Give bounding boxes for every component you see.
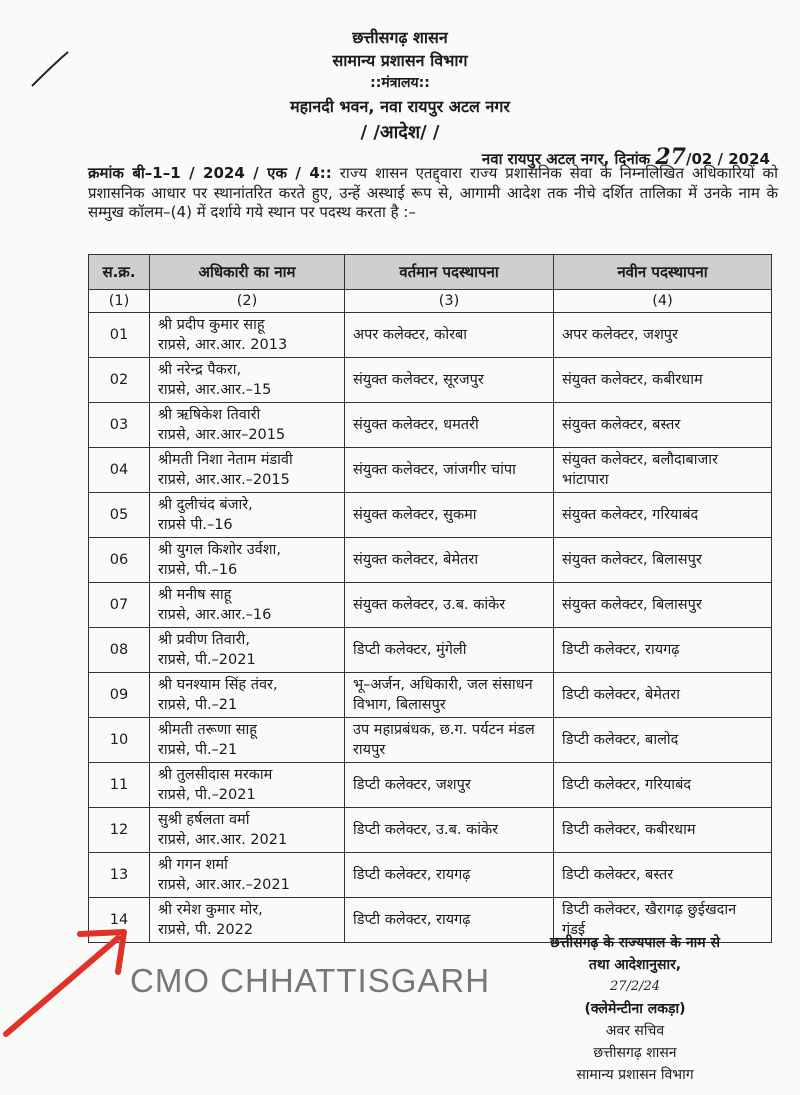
table-row [89, 403, 772, 448]
cell-sno-line: 10 [109, 732, 129, 748]
cell-name [150, 358, 345, 403]
cell-name [150, 763, 345, 808]
cell-name-line: राप्रसे, आर.आर.–2021 [158, 877, 290, 893]
cell-new [554, 493, 772, 538]
cell-new [554, 403, 772, 448]
cell-name-line: राप्रसे, पी.–16 [158, 562, 238, 578]
header-ministry: ::मंत्रालय:: [370, 75, 430, 91]
cell-new-line: डिप्टी कलेक्टर, बालोद [562, 732, 679, 748]
cell-current [345, 448, 554, 493]
order-reference: क्रमांक बी–1–1 / 2024 / एक / 4:: [88, 164, 332, 182]
table-row [89, 673, 772, 718]
cell-new-line: संयुक्त कलेक्टर, बिलासपुर [562, 552, 702, 568]
intro-paragraph [88, 164, 778, 223]
cell-current-line: संयुक्त कलेक्टर, उ.ब. कांकेर [353, 597, 506, 613]
transfer-table [88, 254, 772, 943]
table-row [89, 583, 772, 628]
cell-name-line: राप्रसे, आर.आर. 2021 [158, 832, 288, 848]
cell-sno [89, 358, 150, 403]
date-day: 27 [655, 144, 686, 170]
cell-sno [89, 628, 150, 673]
signature-line1: छत्तीसगढ़ के राज्यपाल के नाम से [550, 935, 720, 951]
cell-new [554, 313, 772, 358]
cell-name [150, 313, 345, 358]
watermark: CMO CHHATTISGARH [130, 962, 491, 999]
table-row [89, 763, 772, 808]
cell-name-line: राप्रसे, पी. 2022 [158, 922, 254, 938]
signatory-name: (क्लेमेन्टीना लकड़ा) [584, 1001, 686, 1017]
cell-current [345, 313, 554, 358]
cell-current-line: संयुक्त कलेक्टर, सूरजपुर [353, 372, 484, 388]
cell-new [554, 718, 772, 763]
table-row [89, 448, 772, 493]
cell-current [345, 493, 554, 538]
cell-sno [89, 538, 150, 583]
cell-sno-line: 09 [109, 687, 129, 703]
cell-name-line: राप्रसे, पी.–21 [158, 742, 238, 758]
intro-text: राज्य शासन एतद्द्वारा राज्य प्रशासनिक सेवा के निम्नलिखित अधिकारियों को प्रशासनिक आधार पर स्थानांतरित करते हुए, उन्हें अस्थाई रूप से, आगामी आदेश तक नीचे दर्शित तालिका में उनके नाम के सम्मुख कॉलम–(4) में दर्शाये गये स्थान पर पदस्थ करता है :– [88, 164, 778, 221]
col-num-2: (2) [150, 290, 345, 313]
cell-current [345, 403, 554, 448]
cell-name-line: श्री गगन शर्मा [158, 857, 228, 873]
cell-new-line: संयुक्त कलेक्टर, बिलासपुर [562, 597, 702, 613]
cell-new-line: डिप्टी कलेक्टर, बस्तर [562, 867, 674, 883]
date-prefix: नवा रायपुर अटल नगर, दिनांक [481, 150, 651, 168]
table-row [89, 313, 772, 358]
cell-sno [89, 673, 150, 718]
cell-name-line: राप्रसे पी.–16 [158, 517, 233, 533]
cell-name-line: श्री ऋषिकेश तिवारी [158, 407, 261, 423]
cell-new-line: डिप्टी कलेक्टर, खैरागढ़ छुईखदान गंडई [562, 902, 737, 938]
table-header-row [89, 255, 772, 290]
cell-sno-line: 02 [109, 372, 129, 388]
cell-sno-line: 01 [109, 327, 129, 343]
order-title: / /आदेश/ / [360, 122, 440, 143]
table-row [89, 853, 772, 898]
cell-sno [89, 763, 150, 808]
cell-sno [89, 853, 150, 898]
cell-sno-line: 03 [109, 417, 129, 433]
cell-sno-line: 05 [109, 507, 129, 523]
cell-sno-line: 13 [109, 867, 129, 883]
cell-new-line: संयुक्त कलेक्टर, कबीरधाम [562, 372, 703, 388]
table-row [89, 628, 772, 673]
cell-current-line: उप महाप्रबंधक, छ.ग. पर्यटन मंडल रायपुर [353, 722, 535, 758]
cell-new-line: डिप्टी कलेक्टर, गरियाबंद [562, 777, 692, 793]
header-new: नवीन पदस्थापना [554, 255, 772, 290]
cell-sno-line: 14 [109, 912, 129, 928]
signature-line2: तथा आदेशानुसार, [588, 957, 682, 973]
cell-current-line: संयुक्त कलेक्टर, धमतरी [353, 417, 479, 433]
table-row [89, 718, 772, 763]
cell-new-line: डिप्टी कलेक्टर, बेमेतरा [562, 687, 680, 703]
cell-new [554, 538, 772, 583]
signatory-designation: अवर सचिव [605, 1023, 665, 1039]
cell-current [345, 628, 554, 673]
col-num-3: (3) [345, 290, 554, 313]
cell-name [150, 898, 345, 943]
cell-name-line: श्रीमती निशा नेताम मंडावी [158, 452, 293, 468]
cell-sno [89, 403, 150, 448]
cell-name-line: श्री घनश्याम सिंह तंवर, [158, 677, 278, 693]
cell-current-line: अपर कलेक्टर, कोरबा [353, 327, 468, 343]
cell-current-line: डिप्टी कलेक्टर, मुंगेली [353, 642, 467, 658]
cell-new-line: अपर कलेक्टर, जशपुर [562, 327, 678, 343]
cell-current [345, 808, 554, 853]
cell-sno-line: 06 [109, 552, 129, 568]
red-arrow-icon [0, 920, 140, 1040]
cell-current-line: संयुक्त कलेक्टर, बेमेतरा [353, 552, 479, 568]
header-department: सामान्य प्रशासन विभाग [332, 51, 468, 70]
cell-sno-line: 07 [109, 597, 129, 613]
cell-new [554, 448, 772, 493]
column-number-row [89, 290, 772, 313]
cell-current-line: भू–अर्जन, अधिकारी, जल संसाधन विभाग, बिलासपुर [353, 677, 533, 713]
table-row [89, 538, 772, 583]
cell-sno-line: 08 [109, 642, 129, 658]
cell-current-line: डिप्टी कलेक्टर, रायगढ़ [353, 912, 471, 928]
cell-name-line: श्री नरेन्द्र पैकरा, [158, 362, 242, 378]
cell-sno-line: 04 [109, 462, 129, 478]
cell-name-line: राप्रसे, पी.–2021 [158, 787, 256, 803]
cell-sno [89, 493, 150, 538]
header-state: छत्तीसगढ़ शासन [352, 28, 448, 47]
header-current: वर्तमान पदस्थापना [345, 255, 554, 290]
cell-name [150, 448, 345, 493]
cell-new-line: संयुक्त कलेक्टर, गरियाबंद [562, 507, 699, 523]
cell-name [150, 403, 345, 448]
cell-name-line: श्री मनीष साहू [158, 587, 232, 603]
cell-name [150, 808, 345, 853]
cell-new [554, 763, 772, 808]
document-header [0, 26, 800, 118]
cell-current [345, 538, 554, 583]
cell-new-line: डिप्टी कलेक्टर, रायगढ़ [562, 642, 680, 658]
header-sno: स.क्र. [89, 255, 150, 290]
cell-name [150, 718, 345, 763]
cell-sno [89, 313, 150, 358]
cell-current-line: संयुक्त कलेक्टर, जांजगीर चांपा [353, 462, 516, 478]
cell-name-line: राप्रसे, आर.आर.–2015 [158, 472, 290, 488]
header-name: अधिकारी का नाम [150, 255, 345, 290]
cell-current [345, 673, 554, 718]
cell-sno-line: 11 [109, 777, 129, 793]
cell-name-line: श्रीमती तरूणा साहू [158, 722, 257, 738]
cell-name [150, 493, 345, 538]
cell-name-line: राप्रसे, आर.आर–2015 [158, 427, 286, 443]
cell-current [345, 718, 554, 763]
cell-sno [89, 718, 150, 763]
cell-name [150, 853, 345, 898]
cell-new [554, 628, 772, 673]
cell-name-line: श्री दुलीचंद बंजारे, [158, 497, 253, 513]
cell-current [345, 583, 554, 628]
table-row [89, 808, 772, 853]
cell-name-line: राप्रसे, आर.आर.–15 [158, 382, 272, 398]
cell-current [345, 853, 554, 898]
cell-name-line: राप्रसे, पी.–21 [158, 697, 238, 713]
signatory-org1: छत्तीसगढ़ शासन [593, 1045, 677, 1061]
cell-current [345, 763, 554, 808]
signatory-org2: सामान्य प्रशासन विभाग [576, 1067, 694, 1083]
col-num-1: (1) [89, 290, 150, 313]
cell-current-line: डिप्टी कलेक्टर, उ.ब. कांकेर [353, 822, 499, 838]
table-row [89, 493, 772, 538]
cell-name-line: श्री तुलसीदास मरकाम [158, 767, 273, 783]
cell-name [150, 583, 345, 628]
cell-sno [89, 448, 150, 493]
cell-name-line: राप्रसे, आर.आर.–16 [158, 607, 272, 623]
cell-new [554, 853, 772, 898]
cell-current-line: डिप्टी कलेक्टर, रायगढ़ [353, 867, 471, 883]
cell-name [150, 628, 345, 673]
cell-new [554, 673, 772, 718]
cell-name-line: राप्रसे, पी.–2021 [158, 652, 256, 668]
cell-sno [89, 583, 150, 628]
date-rest: /02 / 2024 [685, 150, 770, 168]
cell-new [554, 358, 772, 403]
cell-new [554, 808, 772, 853]
signature-block [500, 932, 770, 1086]
cell-name-line: सुश्री हर्षलता वर्मा [158, 812, 250, 828]
cell-current-line: संयुक्त कलेक्टर, सुकमा [353, 507, 477, 523]
cell-name-line: श्री प्रवीण तिवारी, [158, 632, 250, 648]
cell-new [554, 583, 772, 628]
cell-name [150, 538, 345, 583]
cell-new-line: डिप्टी कलेक्टर, कबीरधाम [562, 822, 696, 838]
cell-name-line: राप्रसे, आर.आर. 2013 [158, 337, 288, 353]
cell-current-line: डिप्टी कलेक्टर, जशपुर [353, 777, 471, 793]
cell-name-line: श्री रमेश कुमार मोर, [158, 902, 263, 918]
cell-name [150, 673, 345, 718]
table-row [89, 358, 772, 403]
cell-current [345, 358, 554, 403]
cell-name-line: श्री प्रदीप कुमार साहू [158, 317, 265, 333]
cell-new-line: संयुक्त कलेक्टर, बलौदाबाजार भांटापारा [562, 452, 718, 488]
col-num-4: (4) [554, 290, 772, 313]
cell-sno [89, 808, 150, 853]
cell-new-line: संयुक्त कलेक्टर, बस्तर [562, 417, 681, 433]
header-address: महानदी भवन, नवा रायपुर अटल नगर [290, 97, 510, 116]
cell-sno-line: 12 [109, 822, 129, 838]
signature-initials: 27/2/24 [609, 979, 661, 994]
cell-name-line: श्री युगल किशोर उर्वशा, [158, 542, 281, 558]
